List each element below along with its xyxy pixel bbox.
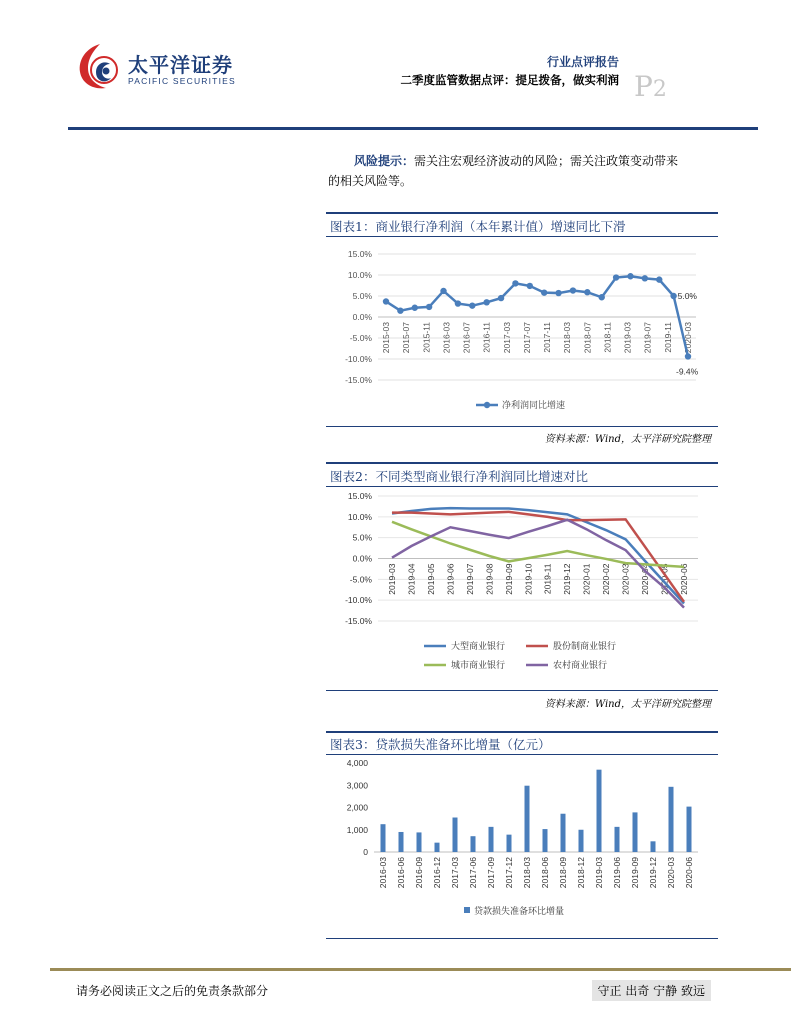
x-tick-label: 2017-03 (501, 322, 512, 354)
company-name-en: PACIFIC SECURITIES (128, 76, 236, 86)
bar (435, 843, 440, 852)
bar (381, 824, 386, 852)
data-point (440, 288, 446, 294)
figure3-title-rule (326, 754, 718, 755)
footer-motto: 守正 出奇 宁静 致远 (592, 980, 711, 1001)
x-tick-label: 2019-05 (425, 563, 436, 595)
footer-disclaimer: 请务必阅读正文之后的免责条款部分 (76, 984, 269, 998)
data-point (584, 289, 590, 295)
x-tick-label: 2019-12 (648, 857, 658, 889)
legend-label: 贷款损失准备环比增量 (474, 906, 565, 916)
y-tick-label: 0.0% (352, 312, 372, 322)
data-point (469, 302, 475, 308)
risk-text-2: 的相关风险等。 (328, 174, 413, 188)
figure3-title: 图表3：贷款损失准备环比增量（亿元） (330, 737, 551, 752)
y-tick-label: 1,000 (346, 824, 368, 835)
x-tick-label: 2018-06 (540, 857, 550, 889)
x-tick-label: 2016-07 (461, 322, 472, 354)
data-point (455, 300, 461, 306)
x-tick-label: 2017-12 (504, 857, 514, 889)
report-category: 行业点评报告 (546, 55, 619, 69)
bar (579, 830, 584, 852)
x-tick-label: 2019-08 (484, 563, 495, 595)
data-point (656, 276, 662, 282)
x-tick-label: 2018-03 (522, 857, 532, 889)
x-tick-label: 2020-02 (601, 563, 612, 595)
x-tick-label: 2019-09 (630, 857, 640, 889)
x-tick-label: 2018-07 (582, 322, 593, 354)
figure1-source: 资料来源：Wind，太平洋研究院整理 (544, 434, 711, 445)
x-tick-label: 2016-09 (414, 857, 424, 889)
x-tick-label: 2017-03 (450, 857, 460, 889)
y-tick-label: 10.0% (347, 270, 372, 280)
y-tick-label: -10.0% (345, 354, 372, 364)
x-tick-label: 2018-12 (576, 857, 586, 889)
bar (561, 814, 566, 852)
x-tick-label: 2015-03 (381, 322, 391, 354)
legend-label: 净利润同比增速 (502, 400, 566, 410)
figure1-bottom-rule (326, 426, 718, 427)
x-tick-label: 2018-03 (562, 322, 573, 354)
bar (399, 832, 404, 852)
figure2-chart (326, 488, 718, 688)
x-tick-label: 2017-07 (521, 322, 532, 354)
legend-marker (464, 907, 470, 913)
y-tick-label: 3,000 (346, 780, 368, 791)
data-point (627, 273, 633, 279)
page-number (634, 70, 667, 103)
bar (543, 829, 548, 852)
page-letter: P (634, 70, 653, 103)
figure2-source: 资料来源：Wind，太平洋研究院整理 (544, 699, 711, 710)
bar (597, 770, 602, 852)
x-tick-label: 2020-03 (683, 322, 693, 354)
x-tick-label: 2019-07 (464, 563, 475, 595)
figure1-title-rule (326, 236, 718, 237)
x-tick-label: 2016-11 (481, 322, 492, 353)
footer-rule (50, 968, 791, 971)
x-tick-label: 2020-05 (659, 563, 670, 595)
x-tick-label: 2019-10 (523, 563, 534, 595)
x-tick-label: 2019-06 (612, 857, 622, 889)
data-point (527, 283, 533, 289)
data-label: -9.4% (676, 366, 699, 377)
y-tick-label: 0 (363, 847, 368, 857)
figure2-top-rule (326, 462, 718, 464)
x-tick-label: 2017-09 (486, 857, 496, 889)
y-tick-label: 0.0% (352, 553, 372, 564)
bar (633, 812, 638, 852)
bar (489, 827, 494, 852)
y-tick-label: -10.0% (345, 595, 372, 606)
data-point (570, 287, 576, 293)
y-tick-label: 4,000 (346, 758, 368, 768)
page-digit: 2 (652, 77, 667, 102)
company-name-cn: 太平洋证券 (128, 53, 233, 77)
y-tick-label: 2,000 (346, 802, 368, 813)
y-tick-label: -5.0% (349, 333, 372, 343)
bar (453, 818, 458, 852)
data-point (541, 289, 547, 295)
x-tick-label: 2015-11 (421, 322, 432, 353)
bar (507, 835, 512, 852)
legend-label: 大型商业银行 (451, 641, 506, 651)
x-tick-label: 2019-07 (642, 322, 653, 354)
x-tick-label: 2019-03 (594, 857, 604, 889)
legend-label: 股份制商业银行 (553, 641, 617, 651)
risk-label: 风险提示： (354, 154, 415, 168)
data-point (613, 274, 619, 280)
legend-marker (484, 402, 490, 408)
bar (417, 832, 422, 852)
y-tick-label: 15.0% (347, 249, 372, 259)
x-tick-label: 2019-06 (445, 563, 456, 595)
figure2-bottom-rule (326, 690, 718, 691)
header-rule (68, 127, 758, 130)
legend-label: 农村商业银行 (553, 660, 608, 670)
figure1-title: 图表1：商业银行净利润（本年累计值）增速同比下滑 (330, 219, 626, 234)
logo (76, 42, 276, 92)
y-tick-label: -15.0% (345, 375, 372, 385)
data-point (498, 295, 504, 301)
x-tick-label: 2020-06 (679, 563, 689, 595)
data-point (670, 293, 676, 299)
x-tick-label: 2016-03 (378, 857, 388, 889)
data-point (512, 280, 518, 286)
figure3-bottom-rule (326, 938, 718, 939)
data-point (426, 304, 432, 310)
x-tick-label: 2015-07 (401, 322, 412, 354)
figure2-title-rule (326, 486, 718, 487)
bar (651, 841, 656, 852)
x-tick-label: 2016-03 (441, 322, 452, 354)
x-tick-label: 2020-03 (620, 563, 631, 595)
data-point (685, 353, 691, 359)
x-tick-label: 2019-09 (503, 563, 514, 595)
x-tick-label: 2019-12 (562, 563, 573, 595)
x-tick-label: 2019-11 (662, 322, 673, 353)
x-tick-label: 2016-06 (396, 857, 406, 889)
x-tick-label: 2020-04 (640, 563, 651, 595)
risk-text-1: 需关注宏观经济波动的风险；需关注政策变动带来 (414, 154, 679, 168)
pacific-logo-icon (76, 42, 124, 90)
x-tick-label: 2020-03 (666, 857, 676, 889)
data-label: 5.0% (677, 291, 697, 301)
y-tick-label: 5.0% (352, 291, 372, 301)
figure3-chart (326, 756, 718, 931)
x-tick-label: 2020-06 (684, 857, 694, 889)
legend-label: 城市商业银行 (451, 660, 506, 670)
x-tick-label: 2017-06 (468, 857, 478, 889)
bar (669, 787, 674, 852)
x-tick-label: 2018-11 (602, 322, 613, 353)
x-tick-label: 2017-11 (542, 322, 553, 353)
data-point (383, 298, 389, 304)
figure1-top-rule (326, 212, 718, 214)
x-tick-label: 2019-03 (622, 322, 633, 354)
data-point (555, 290, 561, 296)
figure1-chart (326, 240, 718, 425)
x-tick-label: 2019-03 (387, 563, 397, 595)
figure3-top-rule (326, 731, 718, 733)
x-tick-label: 2020-01 (581, 563, 592, 595)
report-title: 二季度监管数据点评：提足拨备，做实利润 (400, 73, 619, 87)
x-tick-label: 2016-12 (432, 857, 442, 889)
x-tick-label: 2019-04 (406, 563, 417, 595)
data-point (599, 294, 605, 300)
risk-paragraph (328, 151, 720, 191)
y-tick-label: 15.0% (347, 491, 372, 501)
y-tick-label: 5.0% (352, 532, 372, 543)
x-tick-label: 2018-09 (558, 857, 568, 889)
data-point (642, 275, 648, 281)
y-tick-label: -5.0% (349, 574, 372, 585)
bar (615, 827, 620, 852)
data-point (483, 299, 489, 305)
data-point (412, 305, 418, 311)
figure2-title: 图表2：不同类型商业银行净利润同比增速对比 (330, 469, 588, 484)
x-tick-label: 2019-11 (542, 563, 553, 595)
y-tick-label: -15.0% (345, 616, 372, 626)
y-tick-label: 10.0% (347, 511, 372, 522)
bar (471, 836, 476, 852)
bar (525, 786, 530, 852)
bar (687, 807, 692, 852)
data-point (397, 308, 403, 314)
